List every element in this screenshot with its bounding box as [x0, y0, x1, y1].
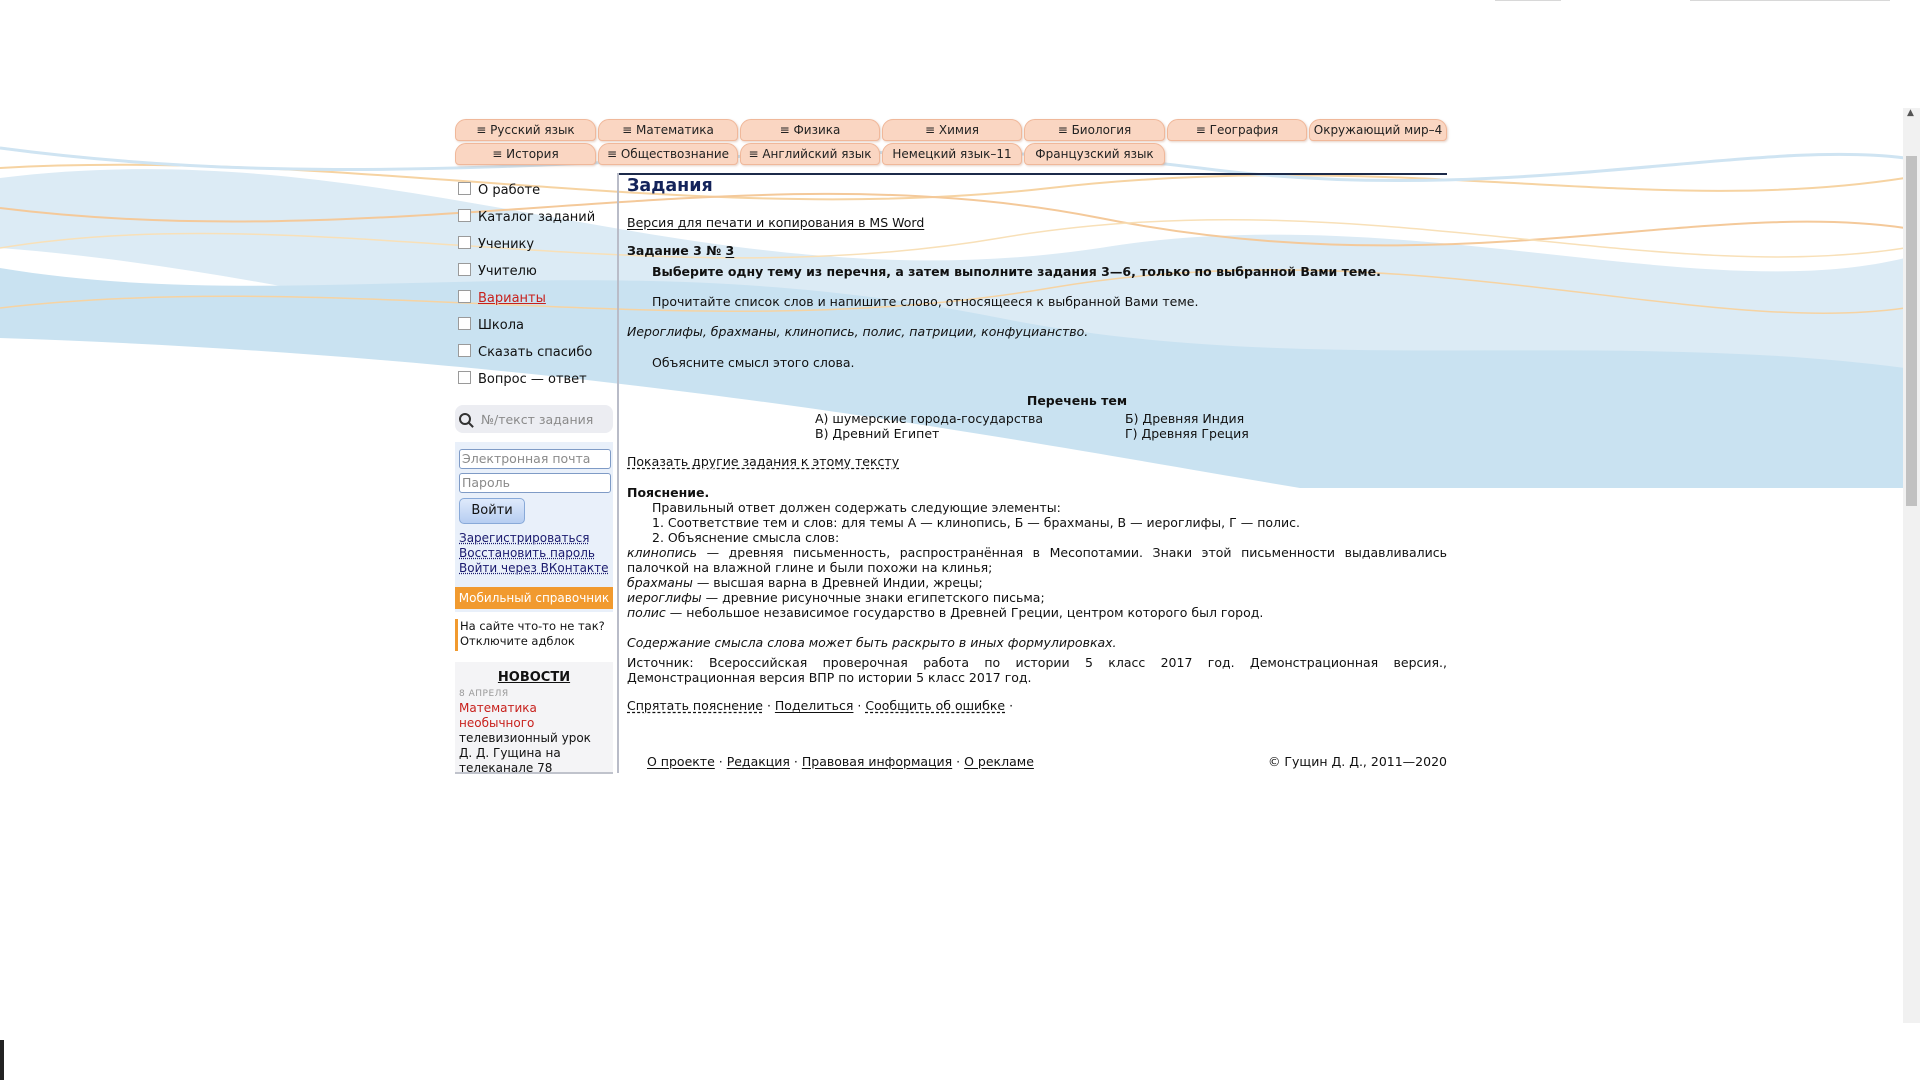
sidebar-item-teacher[interactable]: Учителю	[458, 261, 537, 281]
sidebar-item-faq[interactable]: Вопрос — ответ	[458, 369, 587, 389]
footer-about-link[interactable]: О проекте	[647, 754, 715, 769]
task-header	[627, 243, 1447, 258]
vk-login-link[interactable]: Войти через ВКонтакте	[459, 561, 609, 575]
task-number-link[interactable]: 3	[725, 243, 735, 258]
search-icon	[459, 413, 471, 425]
tab-biology[interactable]: ≡ Биология	[1024, 119, 1165, 141]
sidebar-item-catalog[interactable]: Каталог заданий	[458, 207, 595, 227]
sidebar-divider	[617, 173, 619, 773]
other-tasks-link[interactable]: Показать другие задания к этому тексту	[627, 454, 900, 469]
register-link[interactable]: Зарегистрироваться	[459, 531, 590, 545]
sidebar-item-school[interactable]: Школа	[458, 315, 524, 335]
footer-editorial-link[interactable]: Редакция	[726, 754, 790, 769]
topic-c: В) Древний Египет	[815, 426, 940, 441]
search-input[interactable]: №/текст задания	[481, 411, 594, 427]
tab-physics[interactable]: ≡ Физика	[740, 119, 880, 141]
news-text-line: телевизионный урок	[459, 731, 591, 745]
hide-explanation-link[interactable]: Спрятать пояснение	[627, 698, 763, 713]
explanation-line: 2. Объяснение смысла слов:	[652, 530, 840, 545]
tab-social-studies[interactable]: ≡ Обществознание	[598, 143, 738, 165]
checkbox-icon	[458, 290, 471, 303]
checkbox-icon	[458, 317, 471, 330]
topic-d: Г) Древняя Греция	[1125, 426, 1249, 441]
checkbox-icon	[458, 209, 471, 222]
login-button[interactable]: Войти	[459, 498, 525, 524]
definition-cuneiform: клинопись — древняя письменность, распространённая в Месопотамии. Знаки этой письменности выдавливались палочкой на влажной глине и были похожи на клинья;	[627, 545, 1447, 575]
news-text-line: Д. Д. Гущина на	[459, 746, 561, 760]
header-rule	[618, 173, 1447, 175]
checkbox-icon	[458, 371, 471, 384]
page-wrapper	[455, 117, 1447, 775]
adblock-note-line1: На сайте что-то не так?	[460, 619, 605, 633]
task-actions: Спрятать пояснение · Поделиться · Сообщить об ошибке ·	[627, 698, 1014, 713]
page-title: Задания	[627, 176, 713, 196]
news-block	[455, 662, 613, 774]
tab-math[interactable]: ≡ Математика	[598, 119, 738, 141]
definition-hieroglyphs: иероглифы — древние рисуночные знаки египетского письма;	[627, 590, 1045, 605]
news-title[interactable]: НОВОСТИ	[497, 670, 571, 685]
page-scrollbar[interactable]	[1903, 108, 1920, 1023]
adblock-note-line2: Отключите адблок	[460, 634, 575, 648]
top-edge-line	[1690, 0, 1890, 1]
task-explain-prompt: Объясните смысл этого слова.	[652, 355, 855, 370]
mobile-reference-button[interactable]: Мобильный справочник	[455, 587, 613, 609]
footer-ads-link[interactable]: О рекламе	[964, 754, 1034, 769]
tab-french[interactable]: Французский язык	[1024, 143, 1165, 165]
password-field[interactable]: Пароль	[459, 473, 611, 493]
scroll-up-arrow-icon[interactable]: ▲	[1907, 108, 1914, 118]
footer: О проекте · Редакция · Правовая информация · О рекламе © Гущин Д. Д., 2011—2020	[647, 754, 1447, 769]
news-date: 8 АПРЕЛЯ	[459, 689, 509, 699]
footer-legal-link[interactable]: Правовая информация	[801, 754, 953, 769]
scrollbar-thumb[interactable]	[1906, 156, 1917, 506]
sidebar-item-about[interactable]: О работе	[458, 180, 540, 200]
tab-english[interactable]: ≡ Английский язык	[740, 143, 880, 165]
news-item[interactable]	[455, 701, 613, 776]
tab-environment[interactable]: Окружающий мир–4	[1309, 119, 1447, 141]
checkbox-icon	[458, 263, 471, 276]
report-error-link[interactable]: Сообщить об ошибке	[865, 698, 1006, 713]
print-version-link[interactable]: Версия для печати и копирования в MS Word	[627, 215, 925, 230]
explanation-line: 1. Соответствие тем и слов: для темы А — клинопись, Б — брахманы, В — иероглифы, Г — полис.	[652, 515, 1300, 530]
sidebar-item-student[interactable]: Ученику	[458, 234, 534, 254]
subject-nav	[455, 117, 1447, 169]
news-text-line: телеканале 78	[459, 761, 553, 775]
task-words: Иероглифы, брахманы, клинопись, полис, патриции, конфуцианство.	[627, 324, 1089, 339]
task-source: Источник: Всероссийская проверочная работа по истории 5 класс 2017 год. Демонстрационная версия., Демонстрационная версия ВПР по истории 5 класс 2017 год.	[627, 655, 1447, 685]
top-edge-line	[1495, 0, 1561, 1]
explanation-title: Пояснение.	[627, 485, 710, 500]
task-read-prompt: Прочитайте список слов и напишите слово, относящееся к выбранной Вами теме.	[652, 294, 1199, 309]
share-link[interactable]: Поделиться	[774, 698, 854, 713]
checkbox-icon	[458, 236, 471, 249]
adblock-note	[455, 619, 613, 651]
tab-geography[interactable]: ≡ География	[1167, 119, 1307, 141]
email-field[interactable]: Электронная почта	[459, 449, 611, 469]
copyright: © Гущин Д. Д., 2011—2020	[1267, 754, 1447, 769]
checkbox-icon	[458, 344, 471, 357]
task-label: Задание 3 №	[627, 243, 722, 258]
topic-b: Б) Древняя Индия	[1125, 411, 1245, 426]
explanation-line: Правильный ответ должен содержать следующие элементы:	[652, 500, 1061, 515]
news-headline: Математика необычного	[459, 701, 537, 730]
tab-russian[interactable]: ≡ Русский язык	[455, 119, 596, 141]
restore-password-link[interactable]: Восстановить пароль	[459, 546, 595, 560]
topic-a: А) шумерские города-государства	[815, 411, 1044, 426]
topics-title: Перечень тем	[1026, 393, 1128, 408]
tab-history[interactable]: ≡ История	[455, 143, 596, 165]
tab-chemistry[interactable]: ≡ Химия	[882, 119, 1022, 141]
definition-brahmins: брахманы — высшая варна в Древней Индии, жрецы;	[627, 575, 983, 590]
task-search[interactable]	[455, 405, 613, 433]
explanation-note: Содержание смысла слова может быть раскрыто в иных формулировках.	[627, 635, 1117, 650]
sidebar-item-thanks[interactable]: Сказать спасибо	[458, 342, 592, 362]
tab-german[interactable]: Немецкий язык–11	[882, 143, 1022, 165]
checkbox-icon	[458, 182, 471, 195]
definition-polis: полис — небольшое независимое государство в Древней Греции, центром которого был город.	[627, 605, 1264, 620]
window-edge-mark	[0, 1040, 4, 1080]
sidebar-item-variants[interactable]: Варианты	[458, 288, 546, 308]
task-instruction: Выберите одну тему из перечня, а затем выполните задания 3—6, только по выбранной Вами теме.	[652, 264, 1381, 279]
